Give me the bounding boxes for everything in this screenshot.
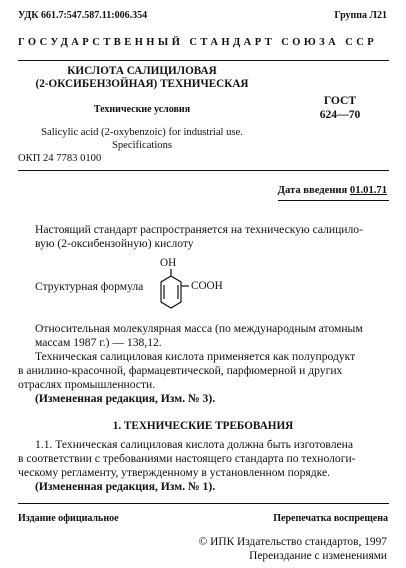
effective-date-rule — [278, 200, 389, 201]
usage-paragraph — [18, 350, 388, 392]
udk-code: УДК 661.7:547.587.11:006.354 — [18, 10, 148, 21]
requirement-line-1: 1.1. Техническая салициловая кислота должна быть изготовлена — [35, 438, 353, 451]
title-line-1: КИСЛОТА САЛИЦИЛОВАЯ — [67, 65, 217, 77]
formula-oh-label: OH — [160, 257, 177, 269]
copyright-notice: © ИПК Издательство стандартов, 1997 — [198, 536, 387, 548]
usage-line-2: в анилино-красочной, фармацевтической, парфюмерной и других — [18, 364, 343, 377]
amendment-note-1: (Измененная редакция, Изм. № 3). — [35, 392, 216, 405]
gost-number: 624—70 — [319, 108, 361, 121]
gost-designation — [314, 94, 366, 122]
document-subtitle: Технические условия — [93, 104, 191, 115]
reprint-prohibited: Перепечатка воспрещена — [273, 513, 388, 524]
effective-date — [278, 185, 387, 196]
intro-line-2: вую (2-оксибензойную) кислоту — [35, 237, 194, 250]
gost-label: ГОСТ — [323, 94, 357, 107]
mass-line-2: массам 1987 г.) — 138,12. — [35, 336, 162, 349]
usage-line-3: отраслях промышленности. — [18, 378, 156, 391]
group-code: Группа Л21 — [334, 10, 387, 21]
mass-line-1: Относительная молекулярная масса (по международным атомным — [35, 322, 363, 335]
effective-date-label: Дата введения — [277, 185, 348, 196]
amendment-note-2: (Измененная редакция, Изм. № 1). — [35, 480, 216, 493]
reissue-note: Переиздание с изменениями — [249, 550, 387, 562]
document-title — [18, 65, 266, 91]
requirement-line-2: в соответствии с требованиями настоящего стандарта по технологи- — [18, 452, 356, 465]
effective-date-value: 01.01.71 — [349, 185, 387, 196]
title-rule — [18, 170, 389, 171]
state-standard-banner: ГОСУДАРСТВЕННЫЙ СТАНДАРТ СОЮЗА ССР — [18, 37, 378, 48]
section-heading: 1. ТЕХНИЧЕСКИЕ ТРЕБОВАНИЯ — [112, 420, 294, 432]
intro-line-1: Настоящий стандарт распространяется на техническую салицило- — [35, 223, 363, 236]
intro-paragraph — [35, 223, 387, 251]
benzene-ring-diagram — [152, 268, 192, 316]
header-rule — [18, 60, 389, 61]
english-title-line-1: Salicylic acid (2-oxybenzoic) for industrial use. — [41, 127, 243, 138]
okp-code: ОКП 24 7783 0100 — [18, 153, 102, 164]
requirements-paragraph — [18, 438, 388, 480]
mass-paragraph — [35, 322, 387, 350]
usage-line-1: Техническая салициловая кислота применяется как полупродукт — [35, 350, 356, 363]
requirement-line-3: ческому регламенту, утвержденному в установленном порядке. — [18, 466, 330, 479]
title-line-2: (2-ОКСИБЕНЗОЙНАЯ) ТЕХНИЧЕСКАЯ — [35, 78, 249, 90]
english-title — [18, 126, 266, 152]
structural-formula-label: Структурная формула — [35, 280, 144, 293]
footer-rule — [18, 503, 389, 504]
official-edition: Издание официальное — [18, 513, 119, 524]
formula-cooh-label: COOH — [191, 280, 223, 292]
english-title-line-2: Specifications — [111, 140, 172, 151]
